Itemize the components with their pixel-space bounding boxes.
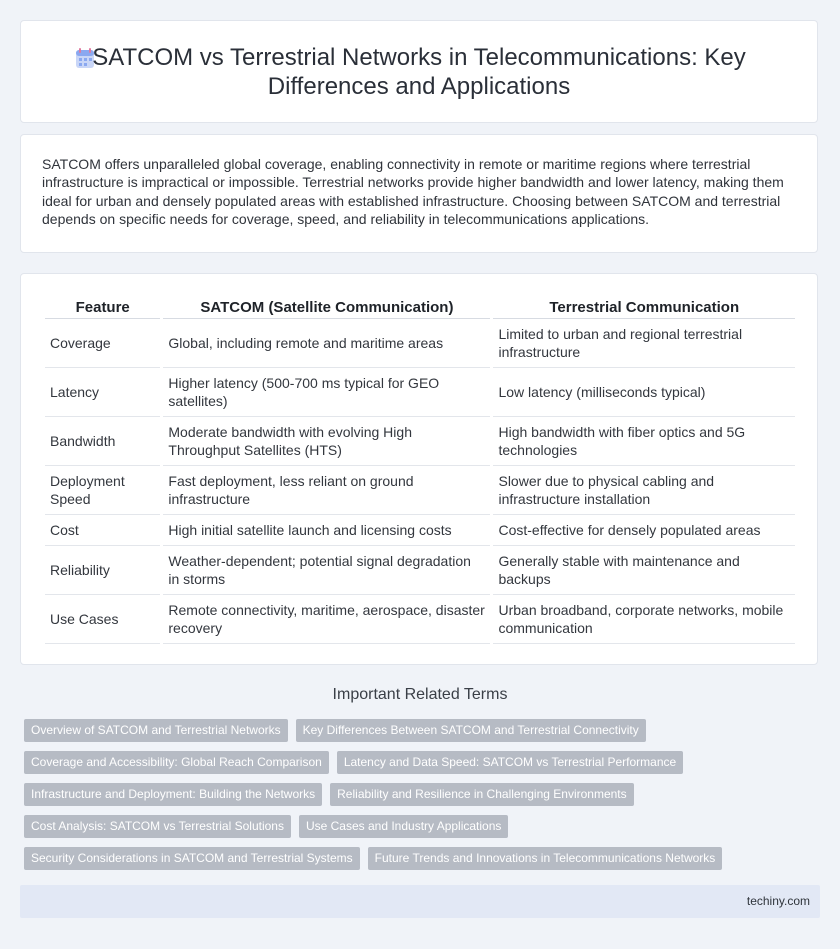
intro-paragraph: SATCOM offers unparalleled global coverage, enabling connectivity in remote or maritime regions where terrestrial infrastructure is impractical or impossible. Terrestrial networks provide higher bandwidth and lower latency, making them ideal for urban and densely populated areas with established infrastructure. Choosing between SATCOM and terrestrial depends on specific needs for coverage, speed, and reliability in telecommunications applications.	[42, 156, 784, 228]
table-row	[45, 515, 795, 546]
table-header-row	[45, 296, 795, 319]
related-term-tag[interactable]: Use Cases and Industry Applications	[299, 815, 508, 838]
table-row	[45, 595, 795, 644]
terrestrial-cell: Urban broadband, corporate networks, mobile communication	[493, 595, 795, 644]
header-terrestrial: Terrestrial Communication	[493, 296, 795, 319]
table-row	[45, 368, 795, 417]
related-term-tag[interactable]: Overview of SATCOM and Terrestrial Networks	[24, 719, 288, 742]
feature-cell: Cost	[45, 515, 160, 546]
related-term-tag[interactable]: Security Considerations in SATCOM and Terrestrial Systems	[24, 847, 360, 870]
satcom-cell: Weather-dependent; potential signal degradation in storms	[163, 546, 490, 595]
footer-site-link[interactable]: techiny.com	[746, 894, 810, 908]
terrestrial-cell: Generally stable with maintenance and backups	[493, 546, 795, 595]
terrestrial-cell: High bandwidth with fiber optics and 5G technologies	[493, 417, 795, 466]
satcom-cell: High initial satellite launch and licensing costs	[163, 515, 490, 546]
comparison-table	[42, 296, 798, 644]
terrestrial-cell: Limited to urban and regional terrestrial infrastructure	[493, 319, 795, 368]
related-terms-title: Important Related Terms	[332, 686, 508, 703]
feature-cell: Coverage	[45, 319, 160, 368]
footer	[20, 885, 820, 918]
table-row	[45, 466, 795, 515]
intro-card	[20, 134, 818, 253]
related-term-tag[interactable]: Cost Analysis: SATCOM vs Terrestrial Solutions	[24, 815, 291, 838]
page-title	[21, 43, 817, 101]
table-row	[45, 546, 795, 595]
title-card	[20, 20, 818, 123]
table-row	[45, 319, 795, 368]
feature-cell: Bandwidth	[45, 417, 160, 466]
header-satcom: SATCOM (Satellite Communication)	[163, 296, 490, 319]
satcom-cell: Higher latency (500-700 ms typical for GEO satellites)	[163, 368, 490, 417]
satcom-cell: Remote connectivity, maritime, aerospace, disaster recovery	[163, 595, 490, 644]
terrestrial-cell: Low latency (milliseconds typical)	[493, 368, 795, 417]
page-title-line-1: SATCOM vs Terrestrial Networks in Telecommunications: Key	[92, 44, 746, 71]
related-terms-list	[24, 719, 744, 870]
satcom-cell: Moderate bandwidth with evolving High Throughput Satellites (HTS)	[163, 417, 490, 466]
comparison-card	[20, 273, 818, 665]
related-term-tag[interactable]: Latency and Data Speed: SATCOM vs Terrestrial Performance	[337, 751, 683, 774]
table-row	[45, 417, 795, 466]
feature-cell: Latency	[45, 368, 160, 417]
terrestrial-cell: Slower due to physical cabling and infrastructure installation	[493, 466, 795, 515]
related-term-tag[interactable]: Reliability and Resilience in Challenging Environments	[330, 783, 634, 806]
feature-cell: Use Cases	[45, 595, 160, 644]
related-term-tag[interactable]: Coverage and Accessibility: Global Reach Comparison	[24, 751, 329, 774]
feature-cell: Deployment Speed	[45, 466, 160, 515]
page-title-line-2: Differences and Applications	[267, 73, 571, 100]
feature-cell: Reliability	[45, 546, 160, 595]
related-term-tag[interactable]: Future Trends and Innovations in Telecommunications Networks	[368, 847, 723, 870]
related-term-tag[interactable]: Key Differences Between SATCOM and Terrestrial Connectivity	[296, 719, 646, 742]
header-feature: Feature	[45, 296, 160, 319]
satcom-cell: Global, including remote and maritime areas	[163, 319, 490, 368]
related-term-tag[interactable]: Infrastructure and Deployment: Building the Networks	[24, 783, 322, 806]
satcom-cell: Fast deployment, less reliant on ground infrastructure	[163, 466, 490, 515]
terrestrial-cell: Cost-effective for densely populated areas	[493, 515, 795, 546]
